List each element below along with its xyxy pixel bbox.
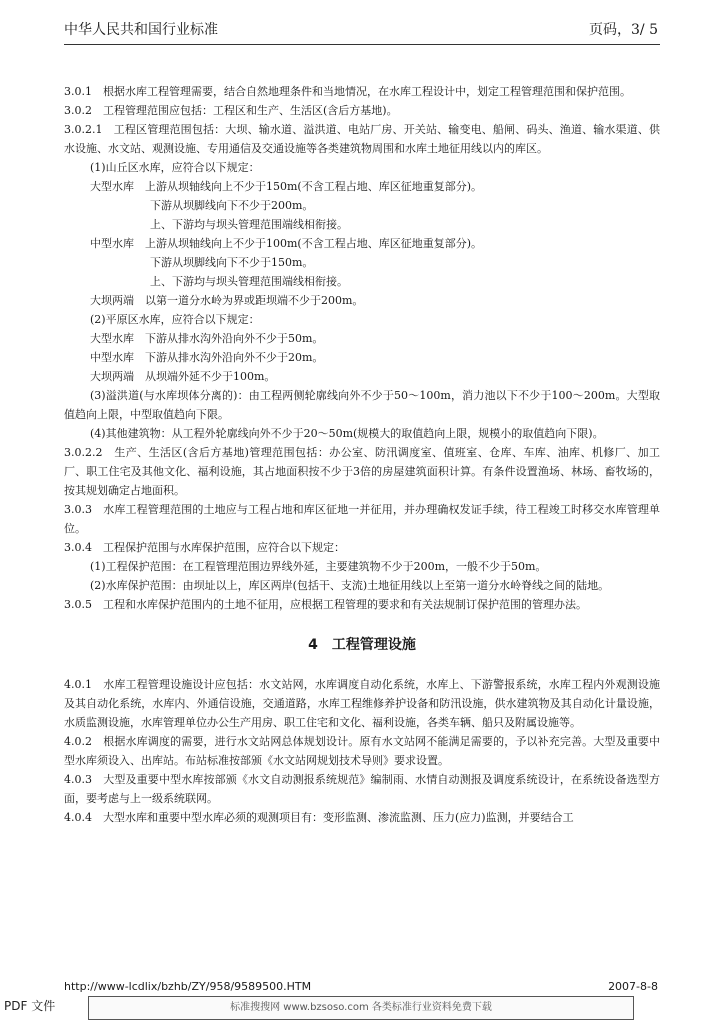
clause-3-0-3: 3.0.3 水库工程管理范围的土地应与工程占地和库区征地一并征用，并办理确权发证手续，待工程竣工时移交水库管理单位。 xyxy=(64,503,660,535)
section-heading: 4 工程管理设施 xyxy=(308,637,416,653)
document-header-title: 中华人民共和国行业标准 xyxy=(64,22,218,38)
pdf-label: PDF 文件 xyxy=(4,999,56,1013)
clause-3-0-5: 3.0.5 工程和水库保护范围内的土地不征用，应根据工程管理的要求和有关法规制订保护范围的管理办法。 xyxy=(64,598,587,611)
list-item-mountain: (1)山丘区水库，应符合以下规定： xyxy=(90,161,260,174)
rule-large-reservoir: 大型水库 上游从坝轴线向上不少于150m(不含工程占地、库区征地重复部分)。 xyxy=(90,180,483,193)
clause-3-0-1: 3.0.1 根据水库工程管理需要，结合自然地理条件和当地情况，在水库工程设计中，划定工程管理范围和保护范围。 xyxy=(64,85,631,98)
list-item-reservoir-protection: (2)水库保护范围：由坝址以上，库区两岸(包括干、支流)土地征用线以上至第一道分水岭脊线之间的陆地。 xyxy=(90,579,610,592)
clause-4-0-3: 4.0.3 大型及重要中型水库按部颁《水文自动测报系统规范》编制雨、水情自动测报及调度系统设计，在系统设备选型方面，要考虑与上一级系统联网。 xyxy=(64,773,660,805)
rule-medium-reservoir: 中型水库 下游从排水沟外沿向外不少于20m。 xyxy=(90,351,324,364)
clause-4-0-1: 4.0.1 水库工程管理设施设计应包括：水文站网，水库调度自动化系统，水库上、下游警报系统，水库工程内外观测设施及其自动化系统，水库内、外通信设施，交通道路，水库工程维修养护设备和防汛设施，供水建筑物及其自动化计量设施，水质监测设施，水库管理单位办公生产用房、职工住宅和文化、福利设施，各类车辆、船只及附属设施等。 xyxy=(64,678,660,729)
source-url: http://www-lcdlix/bzhb/ZY/958/9589500.HTM xyxy=(64,980,312,993)
clause-4-0-2: 4.0.2 根据水库调度的需要，进行水文站网总体规划设计。原有水文站网不能满足需要的，予以补充完善。大型及重要中型水库须设入、出库站。布站标准按部颁《水文站网规划技术导则》要求设置。 xyxy=(64,735,660,767)
watermark-banner: 标准搜搜网 www.bzsoso.com 各类标准行业资料免费下载 xyxy=(88,996,634,1020)
list-item-plain: (2)平原区水库，应符合以下规定： xyxy=(90,313,260,326)
rule-continuation: 上、下游均与坝头管理范围端线相衔接。 xyxy=(150,218,348,231)
list-item-spillway: (3)溢洪道(与水库坝体分离的)：由工程两侧轮廓线向外不少于50～100m，消力池以下不少于100～200m。大型取值趋向上限，中型取值趋向下限。 xyxy=(64,389,660,421)
clause-3-0-4: 3.0.4 工程保护范围与水库保护范围，应符合以下规定： xyxy=(64,541,345,554)
rule-continuation: 上、下游均与坝头管理范围端线相衔接。 xyxy=(150,275,348,288)
header-divider xyxy=(64,44,660,45)
rule-medium-reservoir: 中型水库 上游从坝轴线向上不少于100m(不含工程占地、库区征地重复部分)。 xyxy=(90,237,483,250)
rule-continuation: 下游从坝脚线向下不少于200m。 xyxy=(150,199,314,212)
clause-3-0-2-1: 3.0.2.1 工程区管理范围包括：大坝、输水道、溢洪道、电站厂房、开关站、输变电、船闸、码头、渔道、输水渠道、供水设施、水文站、观测设施、专用通信及交通设施等各类建筑物周围和水库土地征用线以内的库区。 xyxy=(64,123,660,155)
list-item-engineering-protection: (1)工程保护范围：在工程管理范围边界线外延，主要建筑物不少于200m，一般不少于50m。 xyxy=(90,560,547,573)
clause-3-0-2: 3.0.2 工程管理范围应包括：工程区和生产、生活区(含后方基地)。 xyxy=(64,104,398,117)
list-item-other-buildings: (4)其他建筑物：从工程外轮廓线向外不少于20～50m(规模大的取值趋向上限，规模小的取值趋向下限)。 xyxy=(90,427,604,440)
rule-continuation: 下游从坝脚线向下不少于150m。 xyxy=(150,256,314,269)
rule-large-reservoir: 大型水库 下游从排水沟外沿向外不少于50m。 xyxy=(90,332,324,345)
clause-4-0-4: 4.0.4 大型水库和重要中型水库必须的观测项目有：变形监测、渗流监测、压力(应力)监测，并要结合工 xyxy=(64,811,574,824)
rule-dam-ends: 大坝两端 从坝端外延不少于100m。 xyxy=(90,370,276,383)
document-body xyxy=(64,82,660,827)
page-number: 页码，3/ 5 xyxy=(589,22,658,38)
print-date: 2007-8-8 xyxy=(608,980,658,993)
rule-dam-ends: 大坝两端 以第一道分水岭为界或距坝端不少于200m。 xyxy=(90,294,364,307)
clause-3-0-2-2: 3.0.2.2 生产、生活区(含后方基地)管理范围包括：办公室、防汛调度室、值班室、仓库、车库、油库、机修厂、加工厂、职工住宅及其他文化、福利设施，其占地面积按不少于3倍的房屋建筑面积计算。有条件设置渔场、林场、畜牧场的，按其规划确定占地面积。 xyxy=(64,446,660,497)
